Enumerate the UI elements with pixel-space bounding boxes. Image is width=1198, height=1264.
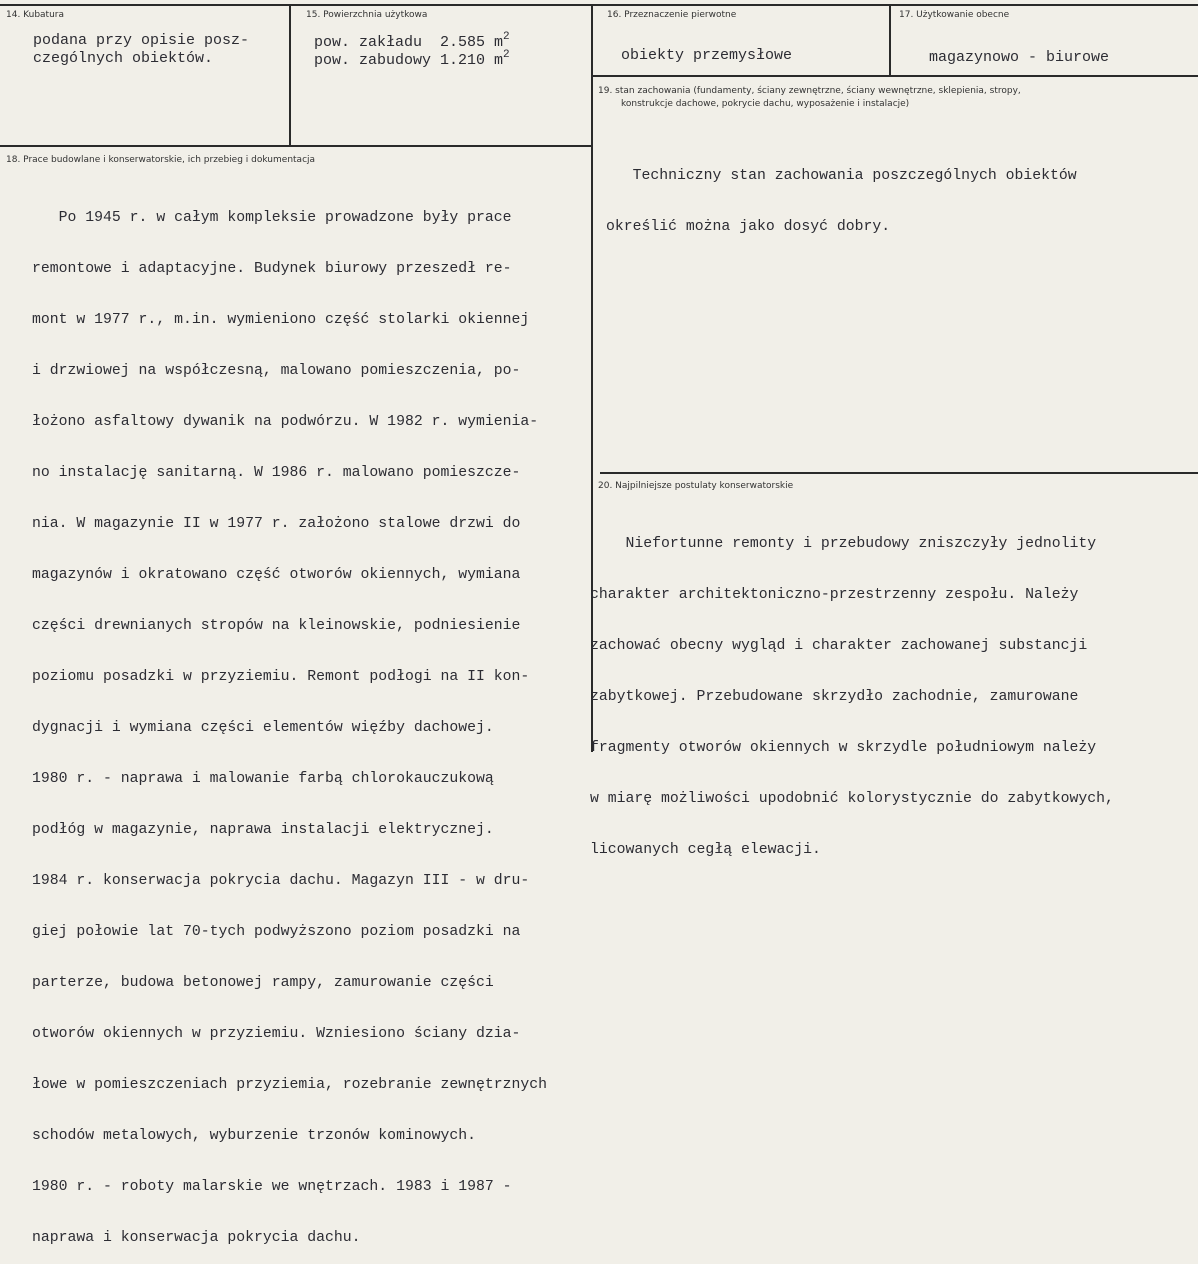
field18-line: giej połowie lat 70-tych podwyższono poziom posadzki na [32, 924, 521, 940]
field15-line-2-text: pow. zabudowy 1.210 m [314, 52, 504, 69]
field15-exp-2: 2 [503, 49, 510, 61]
field20-line: fragmenty otworów okiennych w skrzydle południowym należy [590, 740, 1097, 756]
field18-line: otworów okiennych w przyziemiu. Wzniesiono ściany dzia- [32, 1026, 521, 1042]
field20-line: licowanych cegłą elewacji. [590, 842, 821, 858]
field18-line: łożono asfaltowy dywanik na podwórzu. W 1982 r. wymienia- [32, 414, 539, 430]
field18-line: nia. W magazynie II w 1977 r. założono stalowe drzwi do [32, 516, 521, 532]
field18-line: parterze, budowa betonowej rampy, zamurowanie części [32, 975, 494, 991]
field17-value: magazynowo - biurowe [929, 49, 1110, 66]
divider-17-19 [591, 75, 1198, 77]
field19-text [606, 134, 1077, 253]
field20-line: Niefortunne remonty i przebudowy zniszczyły jednolity [590, 536, 1097, 552]
field14-label: 14. Kubatura [6, 10, 65, 20]
field19-label-1: 19. stan zachowania (fundamenty, ściany zewnętrzne, ściany wewnętrzne, sklepienia, stropy, [598, 86, 1021, 96]
field18-label: 18. Prace budowlane i konserwatorskie, ich przebieg i dokumentacja [6, 155, 316, 165]
field16-value: obiekty przemysłowe [621, 47, 793, 64]
divider-19-20 [600, 472, 1198, 474]
field18-line: dygnacji i wymiana części elementów więźby dachowej. [32, 720, 494, 736]
field14-line-2: czególnych obiektów. [33, 50, 214, 67]
field18-line: 1984 r. konserwacja pokrycia dachu. Magazyn III - w dru- [32, 873, 530, 889]
field20-line: charakter architektoniczno-przestrzenny zespołu. Należy [590, 587, 1079, 603]
field18-line: części drewnianych stropów na kleinowskie, podniesienie [32, 618, 521, 634]
field19-line: określić można jako dosyć dobry. [606, 219, 891, 235]
field15-line-1-text: pow. zakładu 2.585 m [314, 34, 504, 51]
field18-line: schodów metalowych, wyburzenie trzonów kominowych. [32, 1128, 476, 1144]
field17-label: 17. Użytkowanie obecne [899, 10, 1010, 20]
top-border [0, 4, 1198, 6]
field15-exp-1: 2 [503, 31, 510, 43]
field20-line: w miarę możliwości upodobnić kolorystycznie do zabytkowych, [590, 791, 1114, 807]
field18-line: 1980 r. - naprawa i malowanie farbą chlorokauczukową [32, 771, 494, 787]
field20-line: zabytkowej. Przebudowane skrzydło zachodnie, zamurowane [590, 689, 1079, 705]
field18-line: Po 1945 r. w całym kompleksie prowadzone były prace [32, 210, 512, 226]
field20-text [590, 502, 1114, 876]
field18-line: magazynów i okratowano część otworów okiennych, wymiana [32, 567, 521, 583]
divider-14-15 [289, 5, 291, 145]
field19-label-2: konstrukcje dachowe, pokrycie dachu, wyposażenie i instalacje) [621, 99, 910, 109]
field16-label: 16. Przeznaczenie pierwotne [607, 10, 737, 20]
divider-16-17 [889, 5, 891, 75]
field18-line: podłóg w magazynie, naprawa instalacji elektrycznej. [32, 822, 494, 838]
divider-14-18 [0, 145, 592, 147]
field20-label: 20. Najpilniejsze postulaty konserwatorskie [598, 481, 794, 491]
field18-line: remontowe i adaptacyjne. Budynek biurowy przeszedł re- [32, 261, 512, 277]
field18-line: no instalację sanitarną. W 1986 r. malowano pomieszcze- [32, 465, 521, 481]
field15-label: 15. Powierzchnia użytkowa [306, 10, 428, 20]
field18-line: i drzwiowej na współczesną, malowano pomieszczenia, po- [32, 363, 521, 379]
field18-line: 1980 r. - roboty malarskie we wnętrzach. 1983 i 1987 - [32, 1179, 512, 1195]
field15-line-2 [314, 49, 510, 69]
field18-line: naprawa i konserwacja pokrycia dachu. [32, 1230, 361, 1246]
field19-line: Techniczny stan zachowania poszczególnych obiektów [606, 168, 1077, 184]
field18-text [32, 176, 592, 1264]
field18-line: łowe w pomieszczeniach przyziemia, rozebranie zewnętrznych [32, 1077, 548, 1093]
field20-line: zachować obecny wygląd i charakter zachowanej substancji [590, 638, 1088, 654]
field15-line-1 [314, 31, 510, 51]
field14-line-1: podana przy opisie posz- [33, 32, 250, 49]
field18-line: poziomu posadzki w przyziemiu. Remont podłogi na II kon- [32, 669, 530, 685]
field18-line: mont w 1977 r., m.in. wymieniono część stolarki okiennej [32, 312, 530, 328]
